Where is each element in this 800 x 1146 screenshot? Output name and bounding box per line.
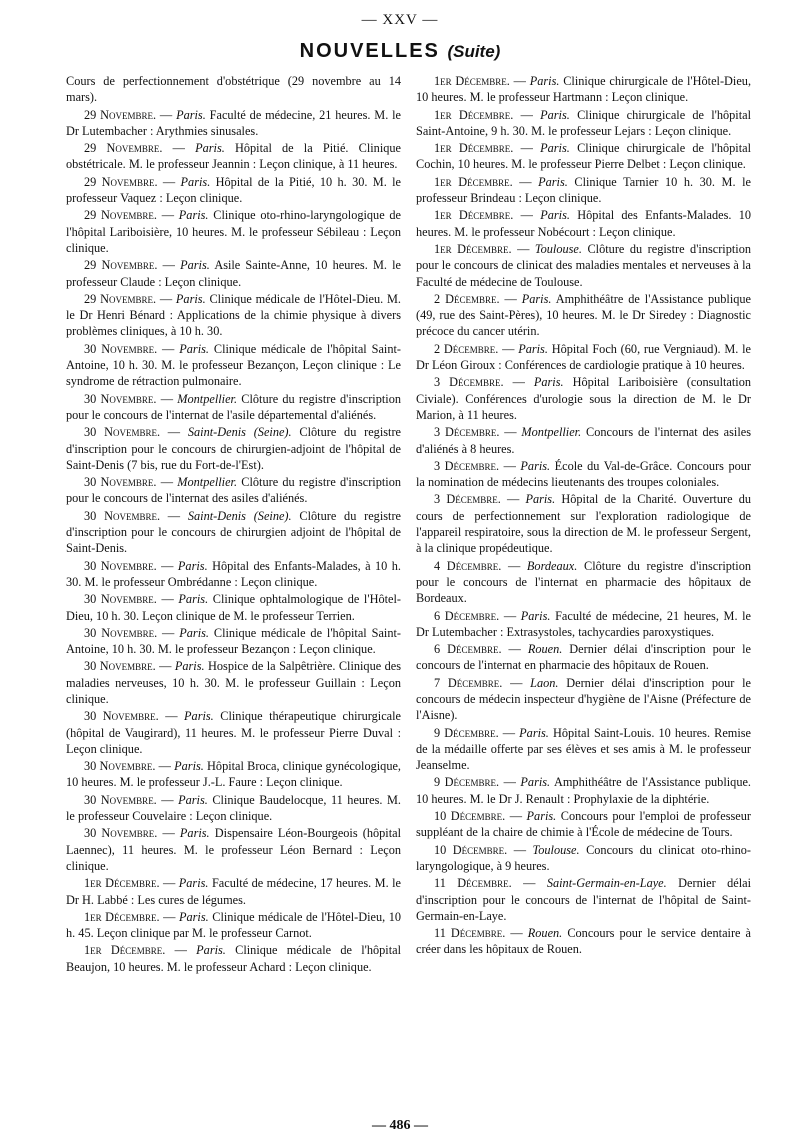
entry-date: 2 Décembre.: [434, 291, 500, 306]
entry-date: 1er Décembre.: [84, 943, 166, 958]
news-entry: 30 Novembre. — Paris. Hôpital Broca, clinique gynécologique, 10 heures. M. le professeur J.-L. Faure : Leçon clinique.: [66, 759, 401, 790]
entry-text: Dernier délai d'inscription pour le concours de l'internat en pharmacie des hôpitaux de Rouen.: [416, 642, 751, 673]
entry-place: Paris.: [519, 725, 549, 740]
entry-text: Clinique médicale de l'Hôtel-Dieu, 10 h. 45. Leçon clinique par M. le professeur Carnot.: [66, 909, 401, 941]
news-entry: 3 Décembre. — Paris. École du Val-de-Grâce. Concours pour la nomination de médecins lieutenants des troupes coloniales.: [416, 458, 751, 490]
entry-place: Rouen.: [527, 926, 563, 941]
entry-text: Clinique chirurgicale de l'Hôtel-Dieu, 10 heures. M. le professeur Hartmann : Leçon clinique.: [416, 74, 751, 105]
entry-text: Clôture du registre d'inscription pour le concours de l'internat des asiles d'aliénés.: [66, 475, 401, 506]
news-entry: [66, 73, 401, 106]
news-entry: 6 Décembre. — Rouen. Dernier délai d'inscription pour le concours de l'internat en pharmacie des hôpitaux de Rouen.: [416, 642, 751, 673]
entry-place: Montpellier.: [521, 425, 582, 440]
news-entry: 30 Novembre. — Paris. Clinique médicale de l'hôpital Saint-Antoine, 10 h. 30. M. le professeur Bezançon : Leçon clinique.: [66, 625, 401, 657]
entry-place: Paris.: [195, 141, 225, 156]
entry-place: Montpellier.: [177, 391, 238, 406]
entry-text: Hôpital de la Pitié. Clinique obstétricale. M. le professeur Jeannin : Leçon clinique, à 11 heures.: [66, 141, 401, 172]
entry-text: Hôpital Lariboisière (consultation Civiale). Conférences d'urologie sous la direction de M. le Dr Marion, à 11 heures.: [416, 375, 751, 422]
entry-place: Paris.: [518, 341, 548, 356]
entry-place: Bordeaux.: [526, 558, 578, 573]
entry-date: 30 Novembre.: [84, 341, 158, 356]
news-entry: 9 Décembre. — Paris. Hôpital Saint-Louis. 10 heures. Remise de la médaille offerte par ses élèves et ses amis à M. le professeur Jeanselme.: [416, 725, 751, 773]
news-entry: 1er Décembre. — Toulouse. Clôture du registre d'inscription pour le concours de clinicat des maladies mentales et nerveuses à la Faculté de médecine de Toulouse.: [416, 241, 751, 289]
entry-date: 1er Décembre.: [84, 909, 160, 924]
news-entry: 1er Décembre. — Paris. Clinique médicale de l'hôpital Beaujon, 10 heures. M. le professeur Achard : Leçon clinique.: [66, 943, 401, 974]
entry-place: Paris.: [174, 759, 204, 774]
news-entry: 1er Décembre. — Paris. Clinique chirurgicale de l'hôpital Cochin, 10 heures. M. le professeur Pierre Delbet : Leçon clinique.: [416, 141, 751, 172]
entry-date: 3 Décembre.: [434, 375, 504, 390]
entry-place: Paris.: [179, 625, 209, 640]
news-entry: 30 Novembre. — Paris. Hospice de la Salpêtrière. Clinique des maladies nerveuses, 10 h. 30. M. le professeur Guillain : Leçon clinique.: [66, 659, 401, 706]
entry-place: Paris.: [520, 608, 551, 623]
news-entry: 1er Décembre. — Paris. Faculté de médecine, 17 heures. M. le Dr H. Labbé : Les cures de légumes.: [66, 876, 401, 907]
right-column: [416, 73, 751, 1118]
section-title: [0, 40, 800, 63]
entry-text: Concours pour l'emploi de professeur suppléant de la chaire de chimie à l'École de médecine de Tours.: [416, 809, 751, 840]
news-entry: 2 Décembre. — Paris. Amphithéâtre de l'Assistance publique (49, rue des Saint-Pères), 10 heures. M. le Dr Siredey : Diagnostic précoce du cancer utérin.: [416, 291, 751, 339]
entry-date: 6 Décembre.: [434, 642, 502, 657]
entry-date: 30 Novembre.: [84, 592, 157, 607]
entry-place: Paris.: [178, 208, 209, 223]
entry-text: Concours du clinicat oto-rhino-laryngologique, à 9 heures.: [416, 842, 751, 873]
entry-text: Concours pour le service dentaire à créer dans les hôpitaux de Rouen.: [416, 926, 751, 957]
entry-text: Clinique chirurgicale de l'hôpital Saint-Antoine, 9 h. 30. M. le professeur Lejars : Leçon clinique.: [416, 107, 751, 138]
running-head: — XXV —: [361, 12, 439, 28]
entry-place: Paris.: [540, 141, 570, 156]
entry-date: 3 Décembre.: [434, 425, 500, 440]
news-entry: 29 Novembre. — Paris. Faculté de médecine, 21 heures. M. le Dr Lutembacher : Arythmies sinusales.: [66, 107, 401, 138]
entry-date: 1er Décembre.: [434, 74, 510, 88]
entry-date: 9 Décembre.: [434, 725, 499, 740]
entry-text: Clinique ophtalmologique de l'Hôtel-Dieu, 10 h. 30. Leçon clinique de M. le professeur Terrien.: [66, 592, 401, 623]
entry-text: Hospice de la Salpêtrière. Clinique des maladies nerveuses, 10 h. 30. M. le professeur Guillain : Leçon clinique.: [66, 659, 401, 706]
entry-text: Dernier délai d'inscription pour le concours de médecin inspecteur d'hygiène de l'Aisne (Préfecture de l'Aisne).: [416, 675, 751, 723]
news-entry: 11 Décembre. — Saint-Germain-en-Laye. Dernier délai d'inscription pour le concours de l'internat de l'hôpital de Saint-Germain-en-Laye.: [416, 876, 751, 923]
entry-place: Paris.: [180, 174, 211, 189]
entry-text: Clinique chirurgicale de l'hôpital Cochin, 10 heures. M. le professeur Pierre Delbet : Leçon clinique.: [416, 141, 751, 172]
entry-place: Paris.: [521, 291, 552, 306]
entry-date: 10 Décembre.: [434, 842, 508, 857]
entry-text: Dernier délai d'inscription pour le concours de l'internat de l'hôpital de Saint-Germain-en-Laye.: [416, 876, 751, 923]
entry-date: 30 Novembre.: [84, 558, 157, 573]
news-entry: 29 Novembre. — Paris. Clinique médicale de l'Hôtel-Dieu. M. le Dr Henri Bénard : Applications de la chimie physique à divers problèmes cliniques, à 10 h. 30.: [66, 291, 401, 339]
news-entry: 11 Décembre. — Rouen. Concours pour le service dentaire à créer dans les hôpitaux de Rouen.: [416, 926, 751, 957]
entry-text: Hôpital des Enfants-Malades. 10 heures. M. le professeur Nobécourt : Leçon clinique.: [416, 208, 751, 239]
news-entry: 6 Décembre. — Paris. Faculté de médecine, 21 heures, M. le Dr Lutembacher : Extrasystoles, tachycardies paroxystiques.: [416, 608, 751, 639]
entry-place: Paris.: [520, 775, 551, 790]
entry-place: Paris.: [177, 558, 208, 573]
entry-date: 29 Novembre.: [84, 291, 157, 306]
news-entry: 30 Novembre. — Paris. Hôpital des Enfants-Malades, à 10 h. 30. M. le professeur Ombrédanne : Leçon clinique.: [66, 558, 401, 589]
entry-date: 1er Décembre.: [434, 107, 514, 122]
entry-date: 30 Novembre.: [84, 508, 161, 523]
entry-place: Paris.: [520, 458, 551, 473]
entry-place: Paris.: [540, 208, 570, 223]
entry-text: Clinique médicale de l'Hôtel-Dieu. M. le Dr Henri Bénard : Applications de la chimie physique à divers problèmes cliniques, à 10 h. 30.: [66, 291, 401, 339]
news-entry: 29 Novembre. — Paris. Clinique oto-rhino-laryngologique de l'hôpital Lariboisière, 10 heures. M. le professeur Sébileau : Leçon clinique.: [66, 208, 401, 255]
entry-date: 3 Décembre.: [434, 458, 500, 473]
news-entry: 3 Décembre. — Paris. Hôpital Lariboisière (consultation Civiale). Conférences d'urologie sous la direction de M. le Dr Marion, à 11 heures.: [416, 375, 751, 422]
entry-place: Paris.: [179, 826, 210, 841]
news-entry: 4 Décembre. — Bordeaux. Clôture du registre d'inscription pour le concours de l'internat en pharmacie des hôpitaux de Bordeaux.: [416, 558, 751, 606]
entry-text: Faculté de médecine, 17 heures. M. le Dr H. Labbé : Les cures de légumes.: [66, 876, 401, 907]
entry-date: 1er Décembre.: [434, 174, 513, 189]
news-entry: 1er Décembre. — Paris. Clinique chirurgicale de l'Hôtel-Dieu, 10 heures. M. le professeur Hartmann : Leçon clinique.: [416, 74, 751, 105]
entry-date: 29 Novembre.: [84, 208, 157, 223]
entry-date: 11 Décembre.: [434, 926, 506, 941]
entry-text: Clôture du registre d'inscription pour le concours de clinicat des maladies mentales et nerveuses à la Faculté de médecine de Toulouse.: [416, 241, 751, 289]
entry-date: 3 Décembre.: [434, 492, 501, 507]
entry-place: Rouen.: [527, 642, 563, 657]
entry-date: 30 Novembre.: [84, 425, 161, 440]
entry-place: Saint-Denis (Seine).: [187, 508, 292, 523]
entry-text: Clinique médicale de l'hôpital Saint-Antoine, 10 h. 30. M. le professeur Bezançon, Leçon clinique : Le syndrome de rétraction pulmonaire.: [66, 341, 401, 389]
entry-place: Paris.: [175, 291, 206, 306]
news-entry: 30 Novembre. — Paris. Clinique Baudelocque, 11 heures. M. le professeur Couvelaire : Leçon clinique.: [66, 792, 401, 824]
entry-place: Paris.: [176, 107, 206, 122]
entry-place: Toulouse.: [532, 842, 580, 857]
entry-date: 30 Novembre.: [84, 391, 157, 406]
section-title-suite: (Suite): [447, 42, 501, 61]
entry-text: Clôture du registre d'inscription pour le concours de l'internat de l'asile départemental d'aliénés.: [66, 391, 401, 422]
entry-text: Hôpital de la Pitié, 10 h. 30. M. le professeur Vaquez : Leçon clinique.: [66, 174, 401, 206]
entry-date: 29 Novembre.: [84, 258, 158, 273]
entry-place: Saint-Denis (Seine).: [187, 425, 292, 440]
entry-place: Paris.: [179, 341, 209, 356]
entry-place: Laon.: [530, 675, 559, 690]
news-entry: 2 Décembre. — Paris. Hôpital Foch (60, rue Vergniaud). M. le Dr Léon Giroux : Conférences de cardiologie pratique à 10 heures.: [416, 341, 751, 373]
entry-text: Amphithéâtre de l'Assistance publique (49, rue des Saint-Pères), 10 heures. M. le Dr Siredey : Diagnostic précoce du cancer utérin.: [416, 291, 751, 339]
entry-text: Hôpital des Enfants-Malades, à 10 h. 30. M. le professeur Ombrédanne : Leçon clinique.: [66, 558, 401, 589]
entry-place: Saint-Germain-en-Laye.: [546, 876, 667, 891]
entry-place: Paris.: [178, 592, 209, 607]
entry-date: 30 Novembre.: [84, 475, 157, 490]
entry-place: Paris.: [180, 258, 210, 273]
entry-date: 30 Novembre.: [84, 759, 156, 774]
entry-text: Faculté de médecine, 21 heures. M. le Dr Lutembacher : Arythmies sinusales.: [66, 107, 401, 138]
entry-text: École du Val-de-Grâce. Concours pour la nomination de médecins lieutenants des troupes coloniales.: [416, 458, 751, 490]
entry-text: Hôpital Foch (60, rue Vergniaud). M. le Dr Léon Giroux : Conférences de cardiologie pratique à 10 heures.: [416, 341, 751, 373]
news-entry: 1er Décembre. — Paris. Clinique chirurgicale de l'hôpital Saint-Antoine, 9 h. 30. M. le professeur Lejars : Leçon clinique.: [416, 107, 751, 138]
entry-text: Faculté de médecine, 21 heures, M. le Dr Lutembacher : Extrasystoles, tachycardies paroxystiques.: [416, 608, 751, 639]
entry-text: Clôture du registre d'inscription pour le concours de l'internat en pharmacie des hôpitaux de Bordeaux.: [416, 558, 751, 606]
entry-date: 1er Décembre.: [434, 208, 514, 223]
news-entry: 30 Novembre. — Paris. Clinique médicale de l'hôpital Saint-Antoine, 10 h. 30. M. le professeur Bezançon, Leçon clinique : Le syndrome de rétraction pulmonaire.: [66, 341, 401, 389]
news-entry: 29 Novembre. — Paris. Hôpital de la Pitié, 10 h. 30. M. le professeur Vaquez : Leçon clinique.: [66, 174, 401, 206]
entry-place: Paris.: [538, 174, 568, 189]
news-entry: 30 Novembre. — Paris. Clinique thérapeutique chirurgicale (hôpital de Vaugirard), 11 heures. M. le professeur Pierre Duval : Leçon clinique.: [66, 709, 401, 756]
entry-text: Hôpital Saint-Louis. 10 heures. Remise de la médaille offerte par ses élèves et ses amis à M. le professeur Jeanselme.: [416, 725, 751, 773]
news-entry: 30 Novembre. — Montpellier. Clôture du registre d'inscription pour le concours de l'internat des asiles d'aliénés.: [66, 475, 401, 506]
entry-date: 30 Novembre.: [84, 826, 158, 841]
entry-date: 30 Novembre.: [84, 792, 157, 807]
news-entry: 30 Novembre. — Paris. Dispensaire Léon-Bourgeois (hôpital Laennec), 11 heures. M. le professeur Léon Bernard : Leçon clinique.: [66, 826, 401, 873]
news-entry: 7 Décembre. — Laon. Dernier délai d'inscription pour le concours de médecin inspecteur d'hygiène de l'Aisne (Préfecture de l'Aisne).: [416, 675, 751, 723]
news-entry: 3 Décembre. — Montpellier. Concours de l'internat des asiles d'aliénés à 8 heures.: [416, 425, 751, 456]
entry-date: 10 Décembre.: [434, 809, 506, 824]
entry-text: Clôture du registre d'inscription pour le concours de chirurgien adjoint de l'hôpital de Saint-Denis.: [66, 508, 401, 556]
news-entry: 30 Novembre. — Paris. Clinique ophtalmologique de l'Hôtel-Dieu, 10 h. 30. Leçon clinique de M. le professeur Terrien.: [66, 592, 401, 623]
entry-date: 1er Décembre.: [434, 141, 514, 156]
entry-date: 30 Novembre.: [84, 625, 158, 640]
entry-text: Clinique médicale de l'hôpital Saint-Antoine, 10 h. 30. M. le professeur Bezançon : Leçon clinique.: [66, 625, 401, 657]
entry-date: 29 Novembre.: [84, 107, 157, 122]
entry-place: Montpellier.: [177, 475, 238, 490]
entry-place: Paris.: [174, 659, 205, 674]
entry-place: Toulouse.: [534, 241, 582, 256]
entry-date: 6 Décembre.: [434, 608, 500, 623]
entry-text: Clôture du registre d'inscription pour le concours de chirurgien-adjoint de l'hôpital de Saint-Denis (7 bis, rue du Fort-de-l'Est).: [66, 425, 401, 472]
entry-date: 9 Décembre.: [434, 775, 500, 790]
news-entry: 10 Décembre. — Paris. Concours pour l'emploi de professeur suppléant de la chaire de chimie à l'École de médecine de Tours.: [416, 809, 751, 840]
entry-text: Clinique médicale de l'hôpital Beaujon, 10 heures. M. le professeur Achard : Leçon clinique.: [66, 943, 401, 974]
entry-place: Paris.: [533, 375, 564, 390]
entry-place: Paris.: [184, 709, 214, 724]
news-entry: 29 Novembre. — Paris. Hôpital de la Pitié. Clinique obstétricale. M. le professeur Jeannin : Leçon clinique, à 11 heures.: [66, 141, 401, 172]
entry-place: Paris.: [196, 943, 226, 958]
news-entry: 9 Décembre. — Paris. Amphithéâtre de l'Assistance publique. 10 heures. M. le Dr J. Renault : Prophylaxie de la diphtérie.: [416, 775, 751, 806]
news-entry: 30 Novembre. — Saint-Denis (Seine). Clôture du registre d'inscription pour le concours de chirurgien-adjoint de l'hôpital de Saint-Denis (7 bis, rue du Fort-de-l'Est).: [66, 425, 401, 472]
page-number: — 486 —: [372, 1118, 428, 1133]
news-entry: 30 Novembre. — Saint-Denis (Seine). Clôture du registre d'inscription pour le concours de chirurgien adjoint de l'hôpital de Saint-Denis.: [66, 508, 401, 556]
entry-text: Hôpital Broca, clinique gynécologique, 10 heures. M. le professeur J.-L. Faure : Leçon clinique.: [66, 759, 401, 790]
entry-place: Paris.: [178, 909, 209, 924]
entry-date: 11 Décembre.: [434, 876, 512, 891]
entry-place: Paris.: [178, 876, 209, 891]
entry-text: Cours de perfectionnement d'obstétrique (29 novembre au 14 mars).: [66, 74, 401, 105]
entry-date: 1er Décembre.: [84, 876, 160, 891]
entry-text: Hôpital de la Charité. Ouverture du cours de perfectionnement sur l'exploration radiologique de l'appareil respiratoire, sous la direction de M. le professeur Sergent, à la clinique propédeutique.: [416, 492, 751, 556]
entry-date: 30 Novembre.: [84, 659, 156, 674]
entry-place: Paris.: [178, 792, 208, 807]
left-column: [66, 73, 401, 1118]
entry-text: Asile Sainte-Anne, 10 heures. M. le professeur Claude : Leçon clinique.: [66, 258, 401, 289]
entry-text: Amphithéâtre de l'Assistance publique. 10 heures. M. le Dr J. Renault : Prophylaxie de la diphtérie.: [416, 775, 751, 806]
entry-text: Concours de l'internat des asiles d'aliénés à 8 heures.: [416, 425, 751, 456]
news-entry: 1er Décembre. — Paris. Clinique Tarnier 10 h. 30. M. le professeur Brindeau : Leçon clinique.: [416, 174, 751, 206]
news-entry: 29 Novembre. — Paris. Asile Sainte-Anne, 10 heures. M. le professeur Claude : Leçon clinique.: [66, 258, 401, 289]
entry-place: Paris.: [529, 74, 560, 88]
entry-text: Dispensaire Léon-Bourgeois (hôpital Laennec), 11 heures. M. le professeur Léon Bernard : Leçon clinique.: [66, 826, 401, 873]
news-entry: 1er Décembre. — Paris. Hôpital des Enfants-Malades. 10 heures. M. le professeur Nobécourt : Leçon clinique.: [416, 208, 751, 239]
entry-date: 1er Décembre.: [434, 241, 512, 256]
entry-place: Paris.: [540, 107, 570, 122]
news-entry: 10 Décembre. — Toulouse. Concours du clinicat oto-rhino-laryngologique, à 9 heures.: [416, 842, 751, 873]
entry-place: Paris.: [526, 809, 557, 824]
news-entry: 1er Décembre. — Paris. Clinique médicale de l'Hôtel-Dieu, 10 h. 45. Leçon clinique par M. le professeur Carnot.: [66, 909, 401, 941]
news-entry: 3 Décembre. — Paris. Hôpital de la Charité. Ouverture du cours de perfectionnement sur l'exploration radiologique de l'appareil respiratoire, sous la direction de M. le professeur Sergent, à la clinique propédeutique.: [416, 492, 751, 556]
entry-text: Clinique thérapeutique chirurgicale (hôpital de Vaugirard), 11 heures. M. le professeur Pierre Duval : Leçon clinique.: [66, 709, 401, 756]
entry-place: Paris.: [525, 492, 556, 507]
entry-date: 4 Décembre.: [434, 558, 502, 573]
news-entry: 30 Novembre. — Montpellier. Clôture du registre d'inscription pour le concours de l'internat de l'asile départemental d'aliénés.: [66, 391, 401, 422]
entry-text: Clinique Baudelocque, 11 heures. M. le professeur Couvelaire : Leçon clinique.: [66, 792, 401, 824]
entry-date: 2 Décembre.: [434, 341, 499, 356]
entry-date: 29 Novembre.: [84, 174, 158, 189]
entry-date: 7 Décembre.: [434, 675, 503, 690]
entry-date: 30 Novembre.: [84, 709, 159, 724]
entry-text: Clinique oto-rhino-laryngologique de l'hôpital Lariboisière, 10 heures. M. le professeur Sébileau : Leçon clinique.: [66, 208, 401, 255]
section-title-text: NOUVELLES: [299, 40, 440, 62]
entry-text: Clinique Tarnier 10 h. 30. M. le professeur Brindeau : Leçon clinique.: [416, 174, 751, 206]
entry-date: 29 Novembre.: [84, 141, 163, 156]
